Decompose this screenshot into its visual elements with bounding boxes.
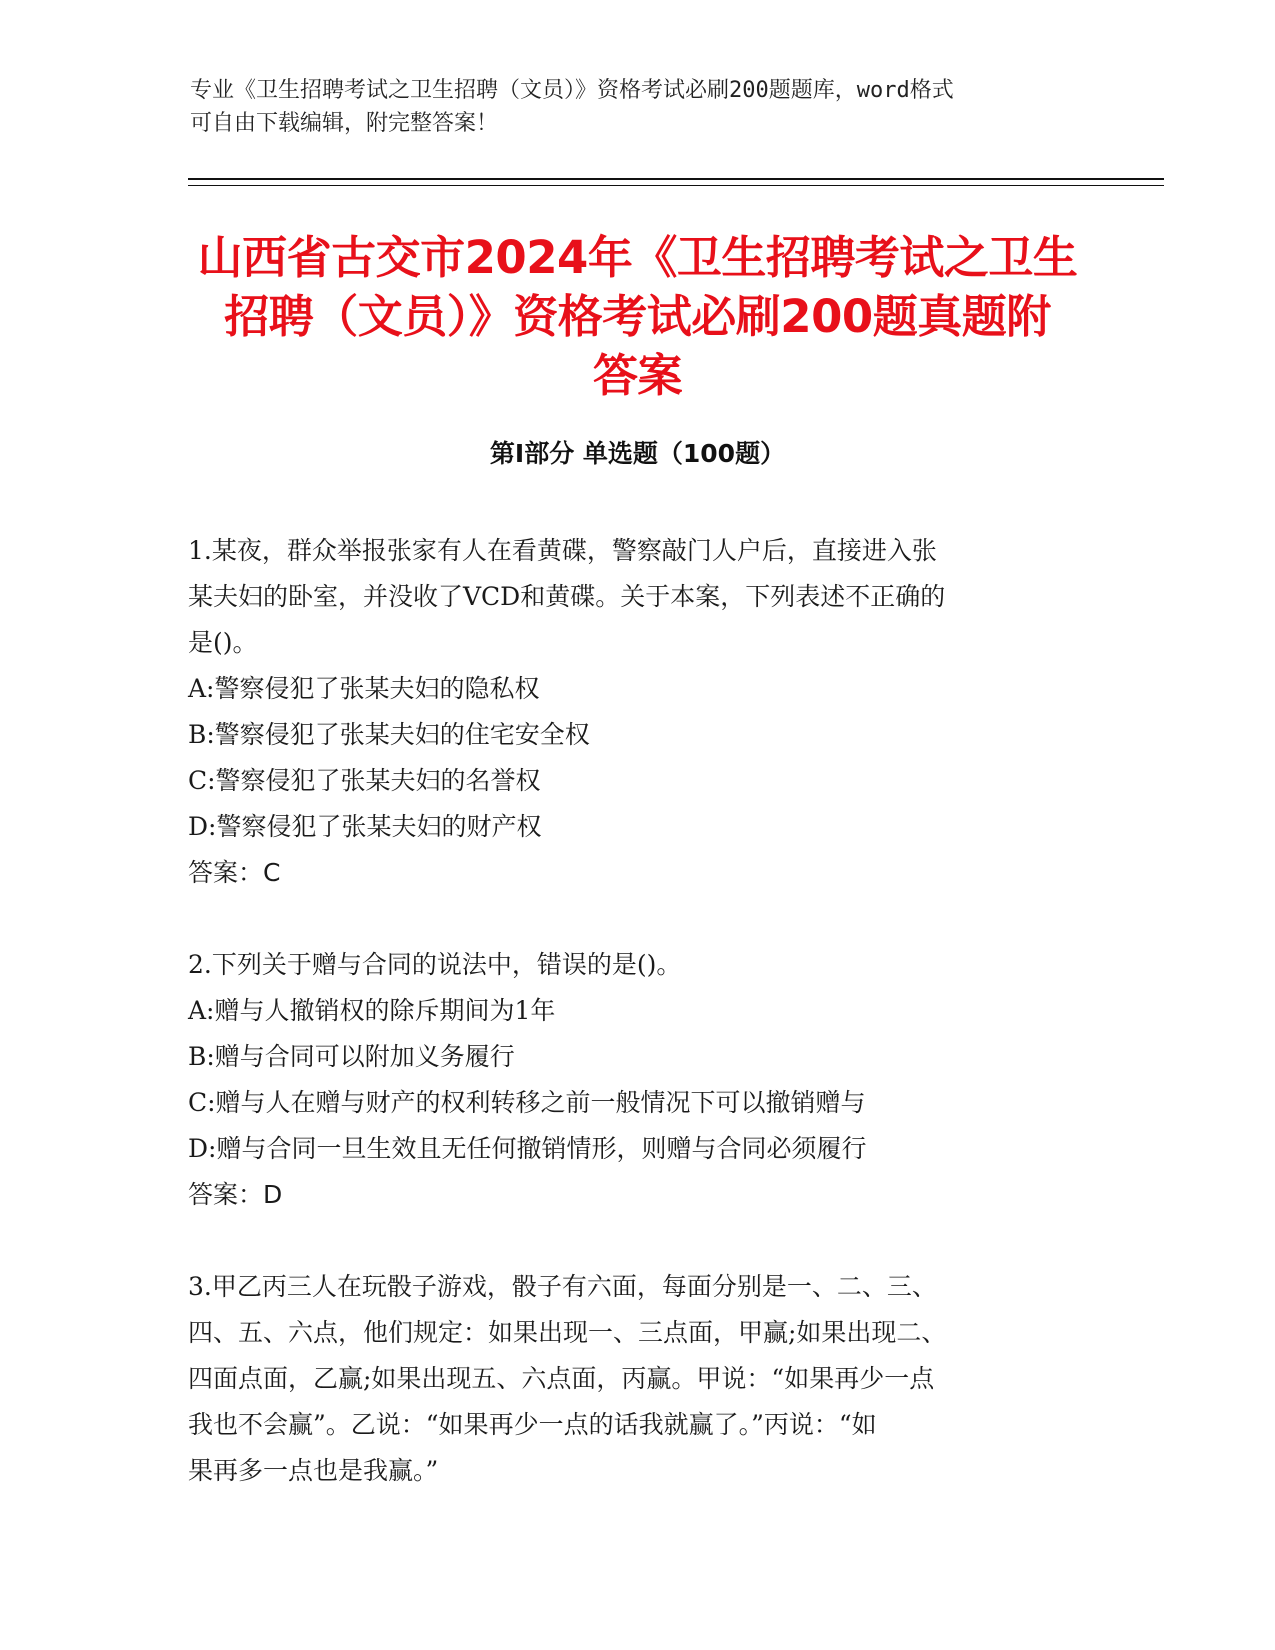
document-title-line-2: 招聘（文员）》资格考试必刷200题真题附 (224, 290, 1051, 343)
question-stem-line: 果再多一点也是我赢。” (188, 1456, 439, 1485)
question-spacer (188, 896, 1088, 942)
question-stem-line: 我也不会赢”。乙说：“如果再少一点的话我就赢了。”丙说：“如 (188, 1410, 877, 1439)
option-d: D:警察侵犯了张某夫妇的财产权 (188, 812, 542, 841)
question-2 (188, 942, 1088, 1218)
option-c: C:警察侵犯了张某夫妇的名誉权 (188, 766, 541, 795)
option-c: C:赠与人在赠与财产的权利转移之前一般情况下可以撤销赠与 (188, 1088, 866, 1117)
question-list (188, 528, 1088, 1494)
question-spacer (188, 1218, 1088, 1264)
question-stem-line: 是()。 (188, 628, 258, 657)
question-stem-line: 2.下列关于赠与合同的说法中，错误的是()。 (188, 950, 682, 979)
answer: 答案：D (188, 1180, 283, 1209)
question-3 (188, 1264, 1088, 1494)
question-stem-line: 1.某夜，群众举报张家有人在看黄碟，警察敲门人户后，直接进入张 (188, 536, 937, 565)
question-stem-line: 四面点面，乙赢;如果出现五、六点面，丙赢。甲说：“如果再少一点 (188, 1364, 935, 1393)
answer: 答案：C (188, 858, 281, 887)
option-d: D:赠与合同一旦生效且无任何撤销情形，则赠与合同必须履行 (188, 1134, 867, 1163)
question-stem-line: 某夫妇的卧室，并没收了VCD和黄碟。关于本案，下列表述不正确的 (188, 582, 946, 611)
question-stem-line: 四、五、六点，他们规定：如果出现一、三点面，甲赢;如果出现二、 (188, 1318, 947, 1347)
document-title (175, 228, 1100, 405)
document-title-line-1: 山西省古交市2024年《卫生招聘考试之卫生 (197, 231, 1078, 284)
header-note-line-1: 专业《卫生招聘考试之卫生招聘（文员）》资格考试必刷200题题库，word格式 (190, 78, 954, 103)
option-b: B:赠与合同可以附加义务履行 (188, 1042, 515, 1071)
header-note-line-2: 可自由下载编辑，附完整答案！ (190, 111, 499, 136)
document-title-line-3: 答案 (592, 349, 682, 402)
question-stem-line: 3.甲乙丙三人在玩骰子游戏，骰子有六面，每面分别是一、二、三、 (188, 1272, 937, 1301)
header-divider-thick (188, 178, 1164, 180)
header-note (190, 74, 1090, 140)
header-divider-thin (188, 185, 1164, 186)
question-1 (188, 528, 1088, 896)
option-a: A:警察侵犯了张某夫妇的隐私权 (188, 674, 540, 703)
option-b: B:警察侵犯了张某夫妇的住宅安全权 (188, 720, 590, 749)
section-heading: 第Ⅰ部分 单选题（100题） (489, 439, 786, 468)
option-a: A:赠与人撤销权的除斥期间为1年 (188, 996, 556, 1025)
